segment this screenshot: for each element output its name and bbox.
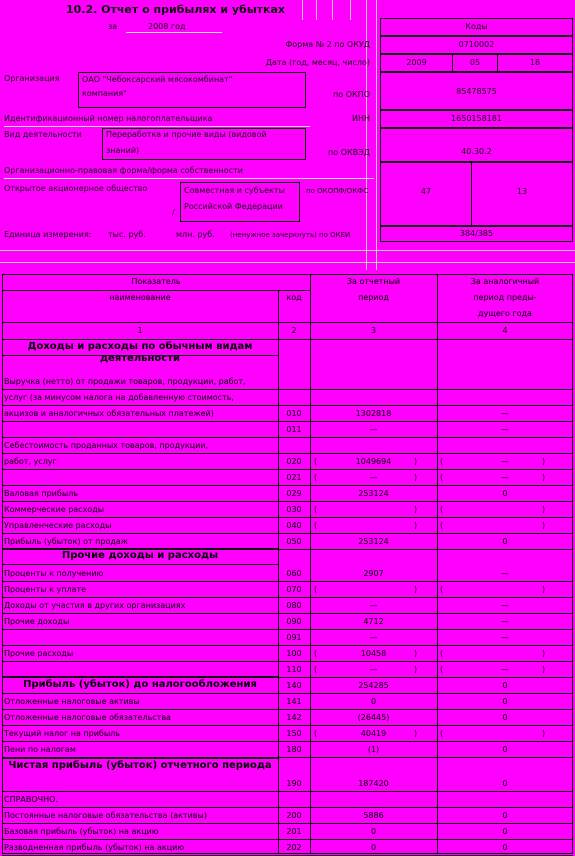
row-current-value: 253124 — [358, 489, 389, 498]
org-name-box — [78, 72, 306, 108]
row-code: 060 — [286, 569, 302, 578]
row-current-value: 5886 — [363, 811, 384, 820]
unit-label: Единица измерения: — [4, 230, 92, 239]
col-previous-header: За аналогичный — [470, 277, 540, 286]
row-code: 190 — [286, 779, 302, 788]
okud-code-cell — [380, 36, 573, 54]
paren-open: ( — [440, 585, 444, 594]
row-code: 090 — [286, 617, 302, 626]
okpo-label: по ОКПО — [333, 90, 370, 99]
row-previous-value: — — [501, 633, 509, 642]
row-previous-value: — — [501, 457, 509, 466]
codes-header-cell — [380, 18, 573, 36]
row-code: 040 — [286, 521, 302, 530]
okei-code-cell — [380, 226, 573, 242]
report-year: 2008 год — [148, 22, 186, 31]
org-name-cont: компания" — [82, 89, 127, 98]
col-previous-header-cont2: дущего года — [478, 309, 532, 318]
legal-form-right-box — [180, 182, 300, 222]
row-label: Прибыль (убыток) от продаж — [4, 537, 129, 546]
row-current-value: — — [369, 473, 378, 482]
activity-box — [102, 128, 306, 160]
paren-open: ( — [440, 649, 444, 658]
section-rule — [2, 355, 278, 356]
paren-close: ) — [414, 457, 418, 466]
date-month: 05 — [469, 58, 481, 67]
org-name: ОАО "Чебоксарский мясокомбинат" — [82, 75, 233, 84]
row-rule — [2, 501, 573, 502]
paren-close: ) — [542, 473, 546, 482]
activity-value: Переработка и прочие виды (видовой — [106, 130, 267, 139]
form-title: 10.2. Отчет о прибылях и убытках — [66, 3, 286, 16]
row-label: Проценты к уплате — [4, 585, 87, 594]
col-number-2: 2 — [291, 326, 297, 335]
row-current-value: — — [369, 425, 378, 434]
col-indicator-header: Показатель — [131, 277, 181, 286]
okved-label: по ОКВЭД — [328, 148, 370, 157]
paren-close: ) — [542, 505, 546, 514]
row-rule — [2, 597, 573, 598]
inn-label: Идентификационный номер налогоплательщика — [4, 114, 213, 123]
section-rule — [2, 676, 278, 677]
paren-open: ( — [440, 457, 444, 466]
row-previous-value: 0 — [502, 697, 508, 706]
paren-open: ( — [440, 473, 444, 482]
paren-open: ( — [314, 729, 318, 738]
paren-open: ( — [314, 521, 318, 530]
row-label: Разводненная прибыль (убыток) на акцию — [4, 843, 185, 852]
inn-code: 1650158181 — [451, 114, 502, 123]
row-current-value: — — [369, 665, 378, 674]
col-current-header: За отчетный — [346, 277, 401, 286]
paren-open: ( — [314, 457, 318, 466]
row-current-value: 1302818 — [355, 409, 392, 418]
row-rule — [2, 645, 573, 646]
row-current-value: (26445) — [357, 713, 390, 722]
section-other: Прочие доходы и расходы — [61, 550, 219, 561]
paren-close: ) — [542, 665, 546, 674]
row-previous-value: — — [501, 617, 509, 626]
col-number-3: 3 — [370, 326, 377, 335]
row-rule — [2, 823, 573, 824]
row-label: Управленческие расходы — [4, 521, 112, 530]
paren-open: ( — [314, 665, 318, 674]
paren-open: ( — [314, 585, 318, 594]
paren-open: ( — [314, 505, 318, 514]
row-code: 029 — [286, 489, 302, 498]
row-current-value: 1049694 — [355, 457, 392, 466]
row-rule — [2, 517, 573, 518]
okpo-code: 85478575 — [456, 87, 497, 96]
codes-label: Коды — [465, 22, 488, 31]
row-current-value: 0 — [370, 843, 377, 852]
okopf-code: 47 — [420, 187, 432, 196]
row-previous-value: 0 — [502, 745, 508, 754]
form-okud-label: Форма № 2 по ОКУД — [285, 40, 370, 49]
row-current-value: — — [369, 633, 378, 642]
unit-note: (ненужное зачеркнуть) по ОКЕИ — [230, 231, 351, 239]
row-rule — [2, 741, 573, 742]
row-rule — [2, 437, 573, 438]
row-label: Проценты к получению — [4, 569, 104, 578]
row-label: Отложенные налоговые активы — [4, 697, 140, 706]
legal-form-slash: / — [172, 208, 175, 217]
row-code: 021 — [286, 473, 302, 482]
col-number-1: 1 — [137, 326, 143, 335]
row-rule — [2, 661, 573, 662]
row-previous-value: — — [501, 425, 509, 434]
row-label: Постоянные налоговые обязательства (активы) — [4, 811, 207, 820]
period-prefix: за — [108, 22, 118, 31]
row-label: акцизов и аналогичных обязательных платежей) — [4, 409, 214, 418]
paren-close: ) — [542, 585, 546, 594]
org-label: Организация — [4, 74, 60, 83]
row-label: Прочие доходы — [4, 617, 70, 626]
row-rule — [2, 469, 573, 470]
row-rule — [2, 613, 573, 614]
row-label: Коммерческие расходы — [4, 505, 105, 514]
row-rule — [2, 725, 573, 726]
section-pretax: Прибыль (убыток) до налогообложения — [23, 679, 257, 690]
row-rule — [2, 453, 573, 454]
col-current-header-cont: период — [358, 293, 389, 302]
row-previous-value: — — [501, 569, 509, 578]
inn-code-cell — [380, 110, 573, 128]
inn-abbr: ИНН — [351, 114, 370, 123]
row-rule — [2, 693, 573, 694]
row-label: Текущий налог на прибыль — [4, 729, 120, 738]
row-code: 201 — [286, 827, 302, 836]
row-label: Себестоимость проданных товаров, продукции, — [4, 441, 209, 450]
legal-form-label: Организационно-правовая форма/форма собственности — [4, 166, 243, 175]
row-code: 150 — [286, 729, 302, 738]
section-net: Чистая прибыль (убыток) отчетного периода — [8, 760, 272, 771]
row-previous-value: — — [501, 473, 509, 482]
okopf-label: по ОКОПФ/ОКФС — [306, 187, 369, 195]
row-label: работ, услуг — [4, 457, 57, 466]
row-code: 030 — [286, 505, 302, 514]
section-rule — [2, 758, 278, 759]
section-ordinary: Доходы и расходы по обычным видам деятельности — [27, 341, 253, 364]
col-name-header: наименование — [109, 293, 171, 302]
row-current-value: 0 — [370, 827, 377, 836]
okei-code: 384/385 — [459, 229, 494, 238]
paren-open: ( — [440, 665, 444, 674]
legal-form-right-cont: Российской Федерации — [184, 202, 283, 211]
row-rule — [2, 421, 573, 422]
row-code: 050 — [286, 537, 302, 546]
row-rule — [2, 581, 573, 582]
date-year: 2009 — [406, 58, 427, 67]
row-code: 080 — [286, 601, 302, 610]
row-label: СПРАВОЧНО. — [4, 795, 59, 804]
row-code: 110 — [286, 665, 302, 674]
row-previous-value: 0 — [502, 489, 508, 498]
section-rule — [2, 548, 278, 549]
paren-open: ( — [440, 521, 444, 530]
row-previous-value: 0 — [502, 811, 508, 820]
paren-close: ) — [414, 649, 418, 658]
paren-open: ( — [314, 473, 318, 482]
row-code: 020 — [286, 457, 302, 466]
row-previous-value: 0 — [502, 537, 508, 546]
row-code: 202 — [286, 843, 302, 852]
row-current-value: 254285 — [358, 681, 389, 690]
col-code-header: код — [286, 293, 302, 302]
row-previous-value: — — [501, 665, 509, 674]
row-previous-value: 0 — [502, 779, 508, 788]
paren-close: ) — [414, 585, 418, 594]
paren-close: ) — [414, 729, 418, 738]
row-label: Пени по налогам — [4, 745, 76, 754]
okpo-code-cell — [380, 72, 573, 110]
unit-value-alt: млн. руб. — [176, 230, 215, 239]
row-current-value: 0 — [370, 697, 377, 706]
activity-label: Вид деятельности — [4, 130, 82, 139]
date-year-cell — [380, 54, 453, 72]
row-label: Прочие расходы — [4, 649, 74, 658]
legal-form-right: Совместная и субъекты — [184, 186, 285, 195]
row-rule — [2, 549, 573, 550]
row-code: 141 — [286, 697, 302, 706]
row-previous-value: — — [501, 409, 509, 418]
row-code: 140 — [286, 681, 302, 690]
okfs-code-cell — [471, 162, 573, 226]
row-rule — [2, 807, 573, 808]
row-rule — [2, 839, 573, 840]
legal-form-left: Открытое акционерное общество — [4, 184, 148, 193]
row-previous-value: 0 — [502, 827, 508, 836]
row-previous-value: 0 — [502, 843, 508, 852]
row-code: 180 — [286, 745, 302, 754]
row-rule — [2, 485, 573, 486]
row-label: Валовая прибыль — [4, 489, 78, 498]
paren-close: ) — [542, 649, 546, 658]
row-current-value: 2907 — [363, 569, 384, 578]
okud-code: 0710002 — [458, 40, 495, 49]
paren-open: ( — [440, 505, 444, 514]
row-previous-value: — — [501, 601, 509, 610]
paren-close: ) — [414, 473, 418, 482]
okfs-code: 13 — [516, 187, 528, 196]
row-label: Отложенные налоговые обязательства — [4, 713, 171, 722]
date-label: Дата (год, месяц, число) — [265, 58, 370, 67]
row-previous-value: 0 — [502, 681, 508, 690]
row-previous-value: 0 — [502, 713, 508, 722]
row-code: 091 — [286, 633, 302, 642]
row-current-value: — — [369, 601, 378, 610]
row-code: 200 — [286, 811, 302, 820]
paren-close: ) — [414, 505, 418, 514]
okved-code: 40.30.2 — [461, 147, 492, 156]
paren-open: ( — [440, 729, 444, 738]
row-rule — [2, 709, 573, 710]
section-rule — [2, 564, 278, 565]
paren-open: ( — [314, 649, 318, 658]
okopf-code-cell — [380, 162, 472, 226]
okved-code-cell — [380, 128, 573, 162]
paren-close: ) — [414, 521, 418, 530]
paren-close: ) — [414, 665, 418, 674]
row-code: 011 — [286, 425, 302, 434]
row-current-value: (1) — [367, 745, 380, 754]
row-rule — [2, 405, 573, 406]
col-previous-header-cont: период преды- — [473, 293, 537, 302]
row-code: 100 — [286, 649, 302, 658]
row-current-value: 187420 — [358, 779, 389, 788]
row-rule — [2, 533, 573, 534]
col-number-4: 4 — [502, 326, 508, 335]
row-label: Выручка (нетто) от продажи товаров, продукции, работ, — [4, 377, 246, 386]
unit-value: тыс. руб. — [108, 230, 146, 239]
row-current-value: 253124 — [358, 537, 389, 546]
paren-close: ) — [542, 521, 546, 530]
date-day: 18 — [529, 58, 541, 67]
paren-close: ) — [542, 729, 546, 738]
row-code: 070 — [286, 585, 302, 594]
row-label: Базовая прибыль (убыток) на акцию — [4, 827, 159, 836]
row-rule — [2, 389, 573, 390]
date-day-cell — [497, 54, 573, 72]
row-code: 010 — [286, 409, 302, 418]
row-rule — [2, 677, 573, 678]
date-month-cell — [452, 54, 498, 72]
row-rule — [2, 791, 573, 792]
row-code: 142 — [286, 713, 302, 722]
row-label: Доходы от участия в других организациях — [4, 601, 186, 610]
activity-value-cont: знаний) — [106, 146, 140, 155]
row-rule — [2, 629, 573, 630]
row-current-value: 40419 — [360, 729, 387, 738]
row-current-value: 4712 — [363, 617, 384, 626]
row-current-value: 10458 — [360, 649, 387, 658]
paren-close: ) — [542, 457, 546, 466]
row-label: услуг (за минусом налога на добавленную стоимость, — [4, 393, 234, 402]
